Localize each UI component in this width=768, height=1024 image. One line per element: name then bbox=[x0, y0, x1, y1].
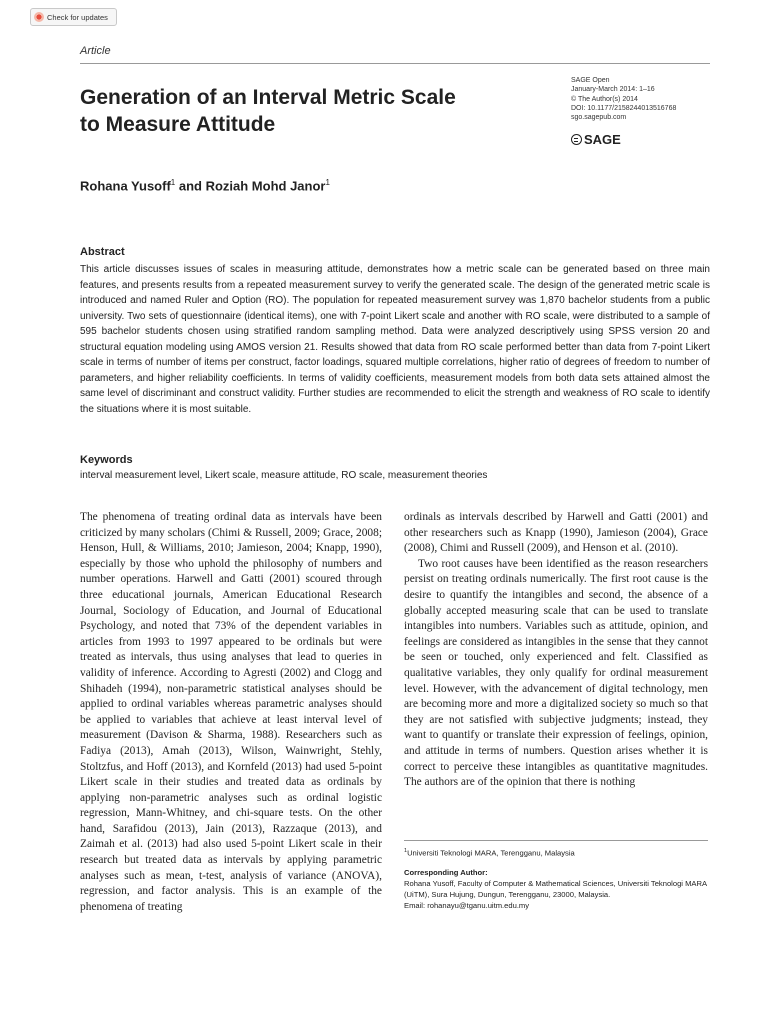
check-for-updates-button[interactable] bbox=[30, 8, 117, 26]
journal-info bbox=[571, 76, 721, 122]
doi[interactable]: DOI: 10.1177/2158244013516768 bbox=[571, 104, 677, 112]
check-for-updates-label: Check for updates bbox=[47, 12, 108, 22]
keywords-text: interval measurement level, Likert scale, measure attitude, RO scale, measurement theories bbox=[80, 470, 488, 481]
author-list bbox=[80, 178, 330, 193]
affiliation-text: Universiti Teknologi MARA, Terengganu, Malaysia bbox=[407, 848, 575, 858]
journal-name: SAGE Open bbox=[571, 77, 610, 84]
article-type-label: Article bbox=[80, 45, 111, 57]
body-paragraph: Two root causes have been identified as the reason researchers persist on treating ordinals numerically. The first root cause is the desire to quantify the intangibles and second, the absence of a globally accepted measuring scale that can be used to translate intangibles into numbers. Variables such as attitude, opinion, and feelings are considered as intangibles in the sense that they cannot be seen or touched, only experienced and felt. Classified as qualitative variables, they only qualify for ordinal measurement level. However, with the advancement of digital technology, men are becoming more and more a digitalized society so much so that they are not satisfied with subjective judgments; instead, they want to quantify or translate their expression of feelings, opinion, and attitude in terms of numbers. Question arises whether it is correct to perceive these intangibles as quantitative magnitudes. The authors are of the opinion that there is nothing bbox=[404, 557, 708, 789]
copyright: © The Author(s) 2014 bbox=[571, 95, 638, 103]
abstract-text: This article discusses issues of scales in measuring attitude, demonstrates how a metric scale can be generated based on three main features, and presents results from a repeated measurement survey to verify the generated scale. The design of the generated metric scale is introduced and named Ruler and Option (RO). The population for repeated measurement survey was 1,870 bachelor students from a public university. Two sets of questionnaire (identical items), one with 7-point Likert scale and another with RO scale, were distributed to a sample of 595 bachelor students chosen using stratified random sampling method. Data were analyzed descriptively using SPSS version 20 and structural equation modeling using AMOS version 21. Results showed that data from RO scale performed better than data from 7-point Likert scale in terms of number of items per construct, factor loadings, squared multiple correlations, higher ratio of degrees of freedom to number of parameters, and higher reliability coefficients. In terms of validity coefficients, measurement models from both data sets attained almost the same level of discriminant and construct validity. Further studies are recommended to elicit the strength and weakness of RO scale to identify the situations where it is most suitable. bbox=[80, 264, 710, 415]
body-paragraph: ordinals as intervals described by Harwell and Gatti (2001) and other researchers such as Knapp (1990), Jamieson (2004), Grace (2008), Chimi and Russell (2009), and Henson et al. (2010). bbox=[404, 511, 708, 555]
affiliation-marker: 1 bbox=[404, 848, 408, 854]
check-for-updates-icon bbox=[34, 12, 44, 22]
author-name: Rohana Yusoff bbox=[80, 178, 171, 194]
corresponding-author-email[interactable]: Email: rohanayu@tganu.uitm.edu.my bbox=[404, 900, 530, 910]
corresponding-author-text: Rohana Yusoff, Faculty of Computer & Mathematical Sciences, Universiti Teknologi MARA (UiTM), Sura Hujung, Dungun, Terengganu, 23000, Malaysia. bbox=[404, 878, 707, 899]
header-divider bbox=[80, 63, 710, 64]
body-column-right bbox=[404, 510, 708, 791]
author-name: Roziah Mohd Janor bbox=[205, 178, 326, 194]
author-conjunction: and bbox=[175, 178, 206, 194]
journal-issue: January-March 2014: 1–16 bbox=[571, 86, 655, 94]
footnote-divider bbox=[404, 840, 708, 841]
sage-logo-icon bbox=[571, 134, 582, 145]
affiliation-marker: 1 bbox=[325, 178, 330, 187]
affiliation-marker: 1 bbox=[170, 178, 176, 187]
article-title: Generation of an Interval Metric Scale to Measure Attitude bbox=[80, 86, 456, 136]
abstract-heading: Abstract bbox=[80, 246, 125, 258]
affiliation-footnote bbox=[404, 846, 708, 859]
body-column-left bbox=[80, 510, 382, 915]
footnotes bbox=[404, 846, 708, 911]
publisher-name: SAGE bbox=[584, 132, 621, 147]
corresponding-author-heading: Corresponding Author: bbox=[404, 867, 488, 877]
keywords-heading: Keywords bbox=[80, 454, 133, 466]
body-paragraph: The phenomena of treating ordinal data as intervals have been criticized by many scholars (Chimi & Russell, 2009; Grace, 2008; Henson, Hull, & Williams, 2010; Jamieson, 2004; Knapp, 1990), especially by those who uphold the philosophy of numbers and number operations. Harwell and Gatti (2001) scoured through three educational journals, American Educational Research Journal, Sociology of Education, and Journal of Educational Psychology, and noted that 73% of the dependent variables in articles from 1993 to 1997 appeared to be ordinals but were treated as intervals, thus using analyses that lead to queries in validity of inference. According to Agresti (2002) and Clogg and Shihadeh (1994), non-parametric statistical analyses should be applied to ordinal variables whereas parametric analyses should be applied to variables that achieve at least interval level of measurement (Davison & Sharma, 1988). Researchers such as Fadiya (2013), Amah (2013), Wilson, Wainwright, Stehly, Stoltzfus, and Hoff (2013), and Kornfeld (2013) had used 5-point Likert scale in their studies and treated data as ordinals by applying non-parametric analyses such as ordinal logistic regression, Mann-Whitney, and chi-square tests. On the other hand, Sarafidou (2013), Jain (2013), Razzaque (2013), and Zaimah et al. (2013) had also used 5-point Likert scale in their research but treated data as intervals by applying parametric analyses such as mean, t-test, analysis of variance (ANOVA), regression, and factor analysis. This is an example of the phenomena of treating bbox=[80, 511, 382, 913]
sage-logo bbox=[571, 132, 621, 147]
journal-url[interactable]: sgo.sagepub.com bbox=[571, 114, 627, 122]
